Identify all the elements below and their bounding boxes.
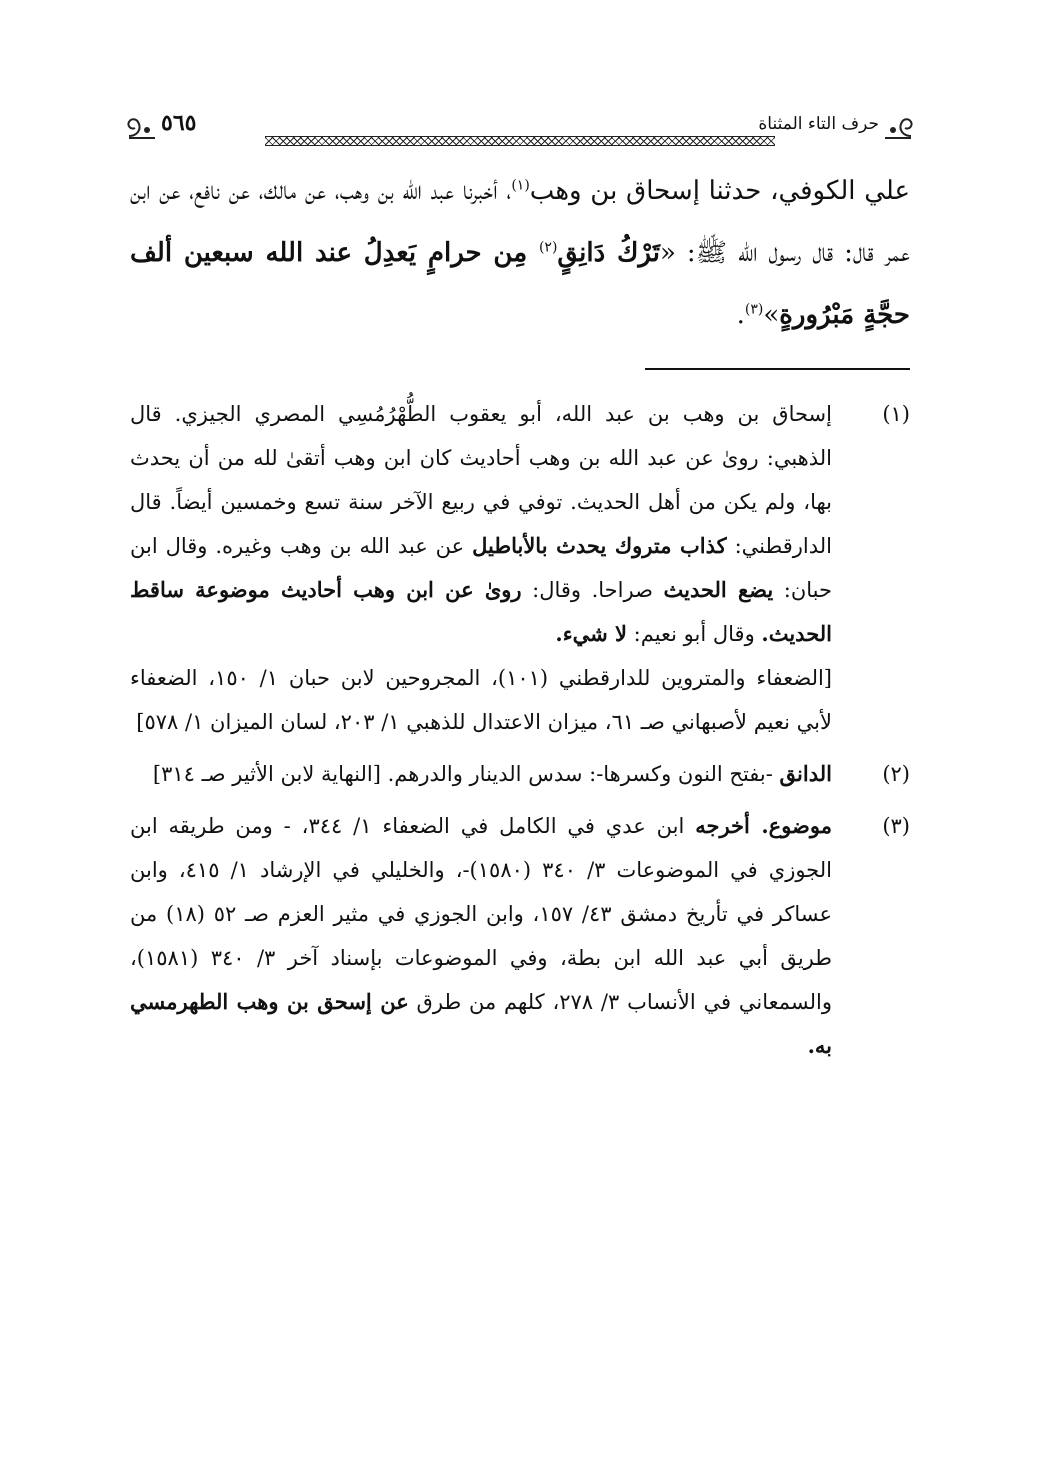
page-number: ٥٦٥ bbox=[161, 110, 197, 136]
footnote-number: (٣) bbox=[882, 814, 910, 838]
footnote-ref: (٣) bbox=[744, 301, 764, 318]
main-paragraph bbox=[130, 160, 910, 346]
footnote bbox=[130, 804, 910, 1068]
text-part: إسحاق بن وهب بن عبد الله، أبو يعقوب الطُّهْرُمُسِي المصري الجيزي. قال الذهبي: روىٰ عن عبد الله بن وهب أحاديث كان ابن وهب أتقىٰ لله من أن يحدث بها، ولم يكن من أهل الحديث. توفي في ربيع الآخر سنة تسع وخمسين أيضاً. قال الدارقطني: bbox=[130, 402, 832, 558]
bold-text: الدانق bbox=[779, 761, 832, 786]
bold-text: لا شيء. bbox=[555, 621, 627, 646]
quote-close: » bbox=[763, 300, 780, 330]
full-stop: . bbox=[736, 300, 745, 330]
footnote-ref: (١) bbox=[511, 177, 530, 194]
bold-text: عن إسحق بن وهب الطهرمسي به. bbox=[130, 989, 832, 1058]
bold-text: يضع الحديث bbox=[663, 577, 774, 602]
footnote-text bbox=[130, 804, 832, 1068]
main-text-part: علي الكوفي، حدثنا إسحاق بن وهب bbox=[529, 176, 910, 206]
footnote bbox=[130, 392, 910, 744]
footnote-text bbox=[130, 392, 832, 656]
hadith-text: تَرْكُ دَانِقٍ bbox=[557, 238, 660, 268]
header-rule bbox=[265, 136, 775, 146]
bold-text: كذاب متروك يحدث بالأباطيل bbox=[472, 533, 727, 558]
bold-text: موضوع. أخرجه bbox=[695, 813, 832, 838]
footnote-references: [الضعفاء والمتروين للدارقطني (١٠١)، المجروحين لابن حبان ١/ ١٥٠، الضعفاء لأبي نعيم لأصبهاني صـ ٦١، ميزان الاعتدال للذهبي ١/ ٢٠٣، لسان الميزان ١/ ٥٧٨] bbox=[130, 666, 832, 734]
text-part: صراحا. وقال: bbox=[521, 578, 664, 602]
ornament-icon bbox=[125, 112, 159, 142]
footnote-ref: (٢) bbox=[538, 239, 558, 256]
footnote bbox=[130, 752, 910, 796]
text-part: وقال أبو نعيم: bbox=[626, 622, 762, 646]
ornament-icon bbox=[881, 112, 915, 142]
running-title: حرف التاء المثناة bbox=[758, 114, 879, 134]
footnote-number: (٢) bbox=[882, 762, 910, 786]
main-text bbox=[130, 160, 910, 346]
main-text-part: ، أخبرنا عبد الله بن وهب، عن مالك، عن نافع، عن ابن عمر قال: قال رسول الله ﷺ: « bbox=[130, 176, 910, 268]
footnote-number: (١) bbox=[882, 402, 910, 426]
footnote-text bbox=[130, 752, 832, 796]
hadith-text: مِن حرامٍ يَعدِلُ عند الله سبعين ألف حجَّةٍ مَبْرُورةٍ bbox=[130, 238, 910, 330]
text-part: -بفتح النون وكسرها-: سدس الدينار والدرهم. [النهاية لابن الأثير صـ ٣١٤] bbox=[152, 762, 780, 786]
page-header bbox=[125, 108, 915, 148]
bold-text: روىٰ عن ابن وهب أحاديث موضوعة ساقط الحديث. bbox=[130, 577, 832, 646]
footnote-separator bbox=[645, 368, 910, 370]
footnotes bbox=[130, 392, 910, 1076]
text-part: ابن عدي في الكامل في الضعفاء ١/ ٣٤٤، - ومن طريقه ابن الجوزي في الموضوعات ٣/ ٣٤٠ (١٥٨٠)-، والخليلي في الإرشاد ١/ ٤١٥، وابن عساكر في تأريخ دمشق ٤٣/ ١٥٧، وابن الجوزي في مثير العزم صـ ٥٢ (١٨) من طريق أبي عبد الله ابن بطة، وفي الموضوعات بإسناد آخر ٣/ ٣٤٠ (١٥٨١)، والسمعاني في الأنساب ٣/ ٢٧٨، كلهم من طرق bbox=[130, 814, 832, 1014]
text-part: عن عبد الله بن وهب وغيره. وقال ابن حبان: bbox=[130, 534, 832, 602]
